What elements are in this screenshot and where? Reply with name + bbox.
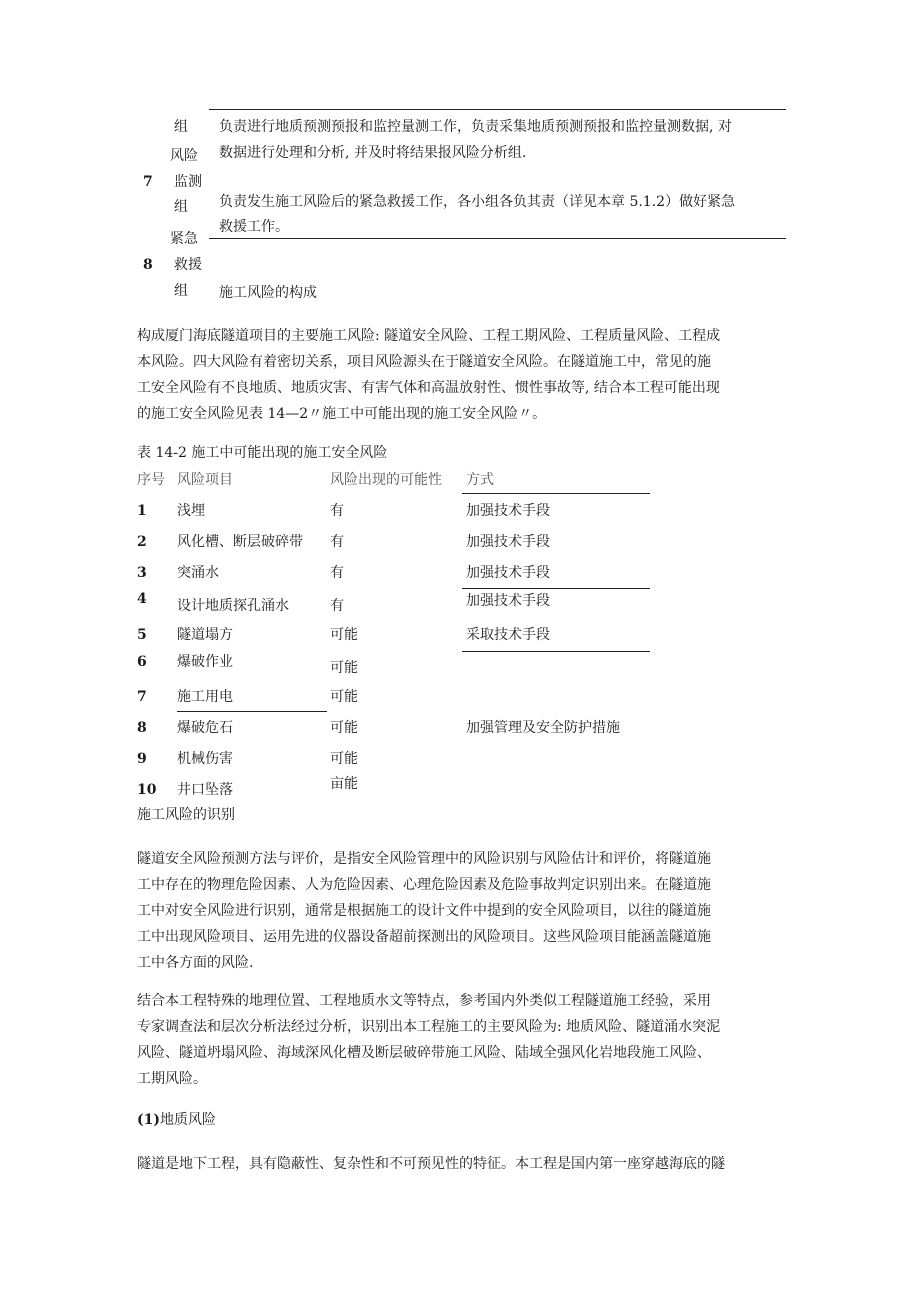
table-cell-method: 加强技术手段 [466,593,550,609]
table-rule-bottom [209,238,786,239]
paragraph-line: 结合本工程特殊的地理位置、工程地质水文等特点，参考国内外类似工程隧道施工经验，采用 [137,993,711,1009]
table-caption: 表 14-2 施工中可能出现的施工安全风险 [137,445,388,461]
paragraph-geological-risk [137,1151,787,1177]
table-cell-num: 8 [143,257,153,273]
table-cell-likelihood: 可能 [330,689,358,705]
table-cell-likelihood: 亩能 [330,776,358,792]
table-cell-name: 风险 [170,148,198,164]
table-cell-likelihood: 有 [330,565,344,581]
paragraph-line: 本风险。四大风险有着密切关系，项目风险源头在于隧道安全风险。在隧道施工中，常见的施 [137,354,711,370]
table-cell-method: 加强技术手段 [466,534,550,550]
table-cell-name: 组 [174,199,188,215]
table-cell-item: 机械伤害 [177,751,233,767]
subheading-text: 地质风险 [160,1112,216,1128]
table-cell-likelihood: 有 [330,534,344,550]
table-cell-item: 突涌水 [177,565,219,581]
section-heading-risk-identification: 施工风险的识别 [137,807,235,823]
subheading-number: (1) [137,1112,160,1128]
table-cell-likelihood: 可能 [330,660,358,676]
table-cell-item: 爆破作业 [177,654,233,670]
paragraph-line: 工中存在的物理危险因素、人为危险因素、心理危险因素及危险事故判定识别出来。在隧道施 [137,877,711,893]
table-cell-item: 设计地质探孔涌水 [177,598,289,614]
table-cell-method: 加强技术手段 [466,565,550,581]
table-cell-desc: 负责发生施工风险后的紧急救援工作，各小组各负其责（详见本章 5.1.2）做好紧急 [219,194,736,210]
table-cell-no: 5 [137,627,147,643]
table-cell-item: 井口坠落 [177,782,233,798]
table-cell-name: 紧急 [170,231,198,247]
table-header-item: 风险项目 [177,472,233,488]
table-cell-item: 施工用电 [177,689,233,705]
table-cell-method: 加强管理及安全防护措施 [466,720,620,736]
table-cell-num: 7 [143,174,153,190]
subheading-geological-risk [137,1113,216,1127]
table-cell-item: 风化槽、断层破碎带 [177,534,303,550]
table-cell-likelihood: 有 [330,503,344,519]
paragraph-line: 风险、隧道坍塌风险、海域深风化槽及断层破碎带施工风险、陆域全强风化岩地段施工风险、 [137,1045,711,1061]
table-header-method: 方式 [466,472,494,488]
paragraph-line: 工中各方面的风险. [137,955,254,971]
paragraph-line: 构成厦门海底隧道项目的主要施工风险: 隧道安全风险、工程工期风险、工程质量风险、工程成 [137,328,721,344]
table-cell-item: 爆破危石 [177,720,233,736]
table-cell-method: 加强技术手段 [466,503,550,519]
table-cell-no: 4 [137,591,147,607]
table-rule [177,711,327,712]
table-rule [462,588,650,589]
paragraph-line: 隧道是地下工程，具有隐蔽性、复杂性和不可预见性的特征。本工程是国内第一座穿越海底的隧 [137,1156,725,1172]
table-cell-name: 监测 [174,174,202,190]
paragraph-line: 的施工安全风险见表 14—2〃施工中可能出现的施工安全风险〃。 [137,406,547,422]
paragraph-main-risks [137,988,787,1092]
paragraph-line: 工中对安全风险进行识别，通常是根据施工的设计文件中提到的安全风险项目，以往的隧道施 [137,903,711,919]
table-cell-likelihood: 可能 [330,751,358,767]
table-cell-no: 8 [137,720,147,736]
table-cell-no: 6 [137,654,147,670]
paragraph-risk-composition [137,323,787,427]
table-header-likelihood: 风险出现的可能性 [330,472,442,488]
table-cell-item: 隧道塌方 [177,627,233,643]
paragraph-line: 工中出现风险项目、运用先进的仪器设备超前探测出的风险项目。这些风险项目能涵盖隧道施 [137,929,711,945]
table-cell-no: 10 [137,782,157,798]
table-cell-no: 2 [137,534,147,550]
table-cell-item: 浅埋 [177,503,205,519]
table-cell-desc: 救援工作。 [219,219,289,235]
paragraph-line: 工期风险。 [137,1071,207,1087]
table-cell-name: 组 [174,119,188,135]
section-heading-risk-composition: 施工风险的构成 [219,285,317,301]
table-cell-no: 1 [137,503,147,519]
paragraph-line: 工安全风险有不良地质、地质灾害、有害气体和高温放射性、惯性事故等, 结合本工程可能出现 [137,380,720,396]
table-cell-no: 9 [137,751,147,767]
paragraph-risk-identification [137,846,787,976]
table-rule-top [209,109,786,110]
table-cell-likelihood: 可能 [330,720,358,736]
table-cell-name: 救援 [174,257,202,273]
table-cell-name: 组 [174,283,188,299]
table-cell-no: 3 [137,565,147,581]
table-cell-no: 7 [137,689,147,705]
table-cell-method: 采取技术手段 [466,627,550,643]
table-cell-desc: 数据进行处理和分析, 并及时将结果报风险分析组. [219,145,527,161]
table-header-no: 序号 [137,472,165,488]
table-cell-likelihood: 可能 [330,627,358,643]
table-cell-likelihood: 有 [330,598,344,614]
table-rule [462,493,650,494]
paragraph-line: 专家调查法和层次分析法经过分析，识别出本工程施工的主要风险为: 地质风险、隧道涌水突泥 [137,1019,721,1035]
table-cell-desc: 负责进行地质预测预报和监控量测工作，负责采集地质预测预报和监控量测数据, 对 [219,119,732,135]
paragraph-line: 隧道安全风险预测方法与评价，是指安全风险管理中的风险识别与风险估计和评价，将隧道施 [137,851,711,867]
table-rule [462,651,650,652]
